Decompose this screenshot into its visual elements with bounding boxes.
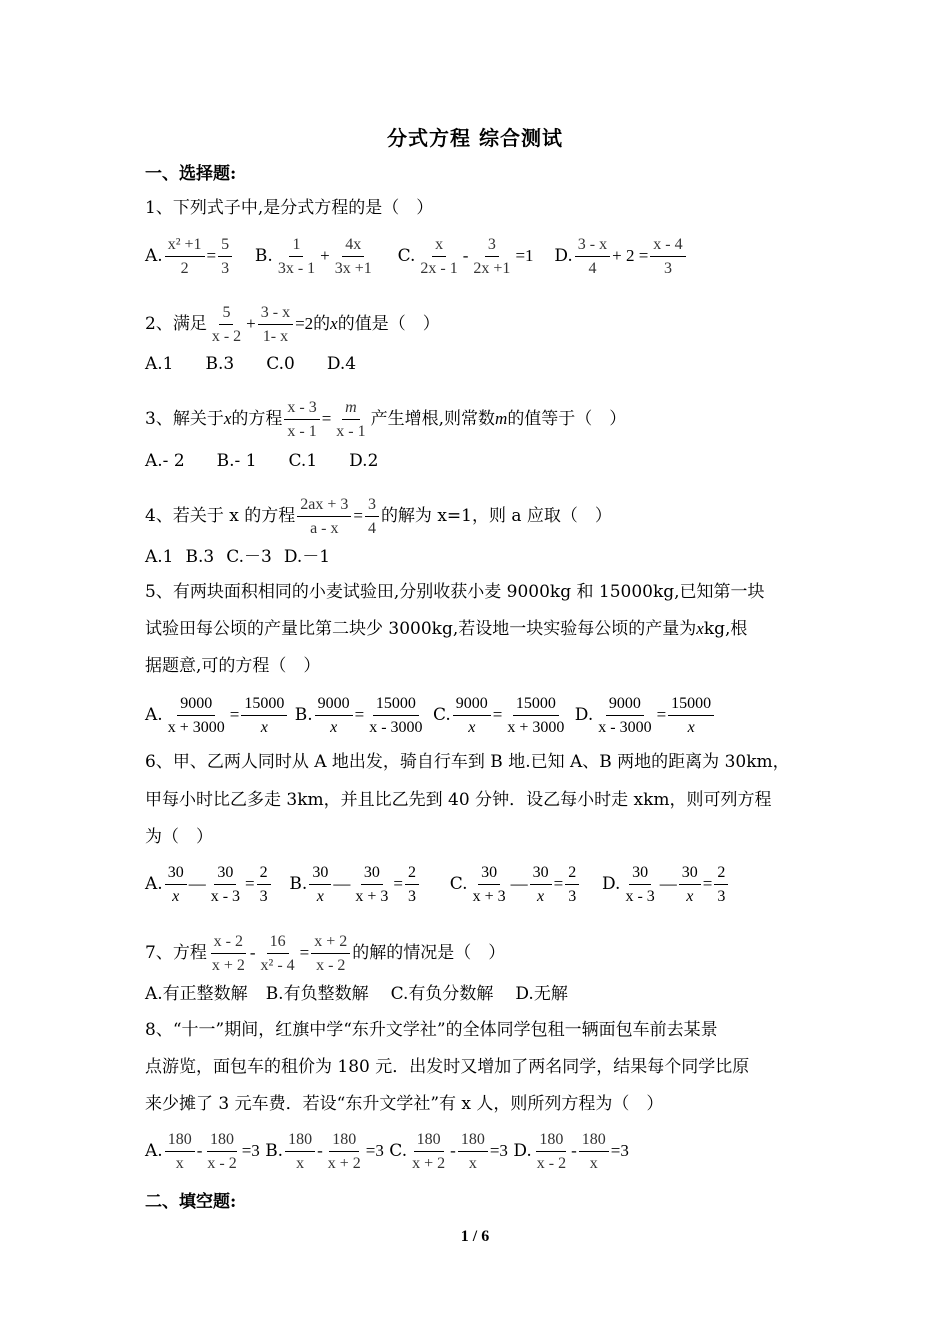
- question-4-options: A.1 B.3 C.－3 D.－1: [145, 547, 331, 567]
- fraction: $\frac{2}{3}$: [405, 862, 419, 907]
- question-5-line-1: 5、有两块面积相同的小麦试验田,分别收获小麦 9000kg 和 15000kg,已知第一块: [145, 582, 765, 602]
- fraction: $\frac{2}{3}$: [565, 862, 579, 907]
- fraction: $\frac{180}{x + 2}$: [412, 1131, 446, 1172]
- fraction: $\frac{180}{x + 2}$: [327, 1131, 361, 1172]
- question-6-line-2: 甲每小时比乙多走 3km，并且比乙先到 40 分钟．设乙每小时走 xkm，则可列方程: [145, 790, 772, 810]
- fraction: $\frac{x}{2x - 1}$: [420, 236, 458, 277]
- fraction: $\frac{3}{4}$: [365, 494, 379, 539]
- fraction: $\frac{30}{x - 3}$: [625, 864, 655, 905]
- fraction: $\frac{x - 3}{x - 1}$: [284, 397, 319, 442]
- question-2-options: A.1 B.3 C.0 D.4: [145, 354, 357, 374]
- question-6-options: A. $\frac{30}{x}$ — $\frac{30}{x - 3}$ = $\frac{2}{3}$ B. $\frac{30}{x}$ — $\frac{30}{x + 3}$ = $\frac{2}{3}$ C. $\frac{30}{x + 3}$ — $\frac{30}{x}$ = $\frac{2}{3}$ D. $\frac{30}{x - 3}$ — $\frac{30}{x}$ = $\frac{2}{3}$: [145, 862, 730, 907]
- fraction: $\frac{3 - x}{1- x}$: [258, 302, 293, 347]
- fraction: $\frac{15000}{x + 3000}$: [507, 695, 565, 736]
- fraction: $\frac{x - 2}{x + 2}$: [211, 933, 245, 974]
- fraction: $\frac{m}{x - 1}$: [336, 399, 366, 440]
- question-5-line-2: 试验田每公顷的产量比第二块少 3000kg,若设地一块实验每公顷的产量为xkg,根: [145, 619, 748, 639]
- fraction: $\frac{15000}{x}$: [668, 693, 714, 738]
- option-label: A.: [145, 246, 163, 266]
- fraction: $\frac{3 - x}{4}$: [575, 234, 610, 279]
- question-8-line-1: 8、“十一”期间，红旗中学“东升文学社”的全体同学包租一辆面包车前去某景: [145, 1020, 718, 1040]
- fraction: $\frac{30}{x - 3}$: [210, 864, 241, 905]
- fraction: $\frac{15000}{x - 3000}$: [369, 695, 423, 736]
- fraction: $\frac{180}{x}$: [165, 1129, 195, 1174]
- page-title: 分式方程 综合测试: [387, 126, 563, 150]
- fraction: $\frac{30}{x + 3}$: [472, 864, 506, 905]
- fraction: $\frac{2ax + 3}{a - x}$: [297, 494, 351, 539]
- option-label: D.: [554, 246, 573, 266]
- question-7-options: A.有正整数解 B.有负整数解 C.有负分数解 D.无解: [145, 984, 568, 1004]
- fraction: $\frac{30}{x + 3}$: [355, 864, 389, 905]
- page-number: 1 / 6: [460, 1228, 490, 1245]
- fraction: $\frac{180}{x - 2}$: [207, 1131, 237, 1172]
- fraction: $\frac{9000}{x}$: [315, 693, 353, 738]
- fraction: $\frac{\text{x² +1}}{2}$: [165, 234, 205, 279]
- section-fill-heading: 二、填空题:: [145, 1192, 237, 1212]
- fraction: $\frac{180}{x - 2}$: [536, 1131, 567, 1172]
- fraction: $\frac{180}{x}$: [579, 1129, 609, 1174]
- question-5-line-3: 据题意,可的方程（ ）: [145, 656, 321, 676]
- section-choice-heading: 一、选择题:: [145, 164, 237, 184]
- fraction: $\frac{180}{x}$: [458, 1129, 488, 1174]
- question-7-stem: 7、方程 $\frac{x - 2}{x + 2}$ - $\frac{16}{\text{x² - 4}}$ = $\frac{x + 2}{x - 2}$ 的解的情况是（ ）: [145, 933, 506, 974]
- fraction: $\frac{30}{x}$: [309, 862, 331, 907]
- fraction: $\frac{x - 4}{3}$: [650, 234, 685, 279]
- question-8-line-2: 点游览，面包车的租价为 180 元．出发时又增加了两名同学，结果每个同学比原: [145, 1057, 750, 1077]
- option-label: C.: [397, 246, 416, 266]
- question-6-line-3: 为（ ）: [145, 827, 213, 847]
- question-5-options: A. $\frac{9000}{x + 3000}$ = $\frac{15000}{x}$ B. $\frac{9000}{x}$ = $\frac{15000}{x - 3000}$ C. $\frac{9000}{x}$ = $\frac{15000}{x + 3000}$ D. $\frac{9000}{x - 3000}$ = $\frac{15000}{x}$: [145, 693, 716, 738]
- fraction: $\frac{5}{3}$: [218, 234, 232, 279]
- question-8-options: A. $\frac{180}{x}$ - $\frac{180}{x - 2}$ =3 B. $\frac{180}{x}$ - $\frac{180}{x + 2}$ =3 C. $\frac{180}{x + 2}$ - $\frac{180}{x}$ =3 D. $\frac{180}{x - 2}$ - $\frac{180}{x}$ =3: [145, 1131, 629, 1172]
- option-label: B.: [254, 246, 273, 266]
- question-1-stem: 1、下列式子中,是分式方程的是（ ）: [145, 198, 434, 218]
- fraction: $\frac{4x}{3x +1}$: [334, 236, 372, 277]
- fraction: $\frac{30}{x}$: [165, 862, 187, 907]
- fraction: $\frac{180}{x}$: [285, 1129, 315, 1174]
- fraction: $\frac{9000}{x - 3000}$: [598, 695, 652, 736]
- fraction: $\frac{2}{3}$: [714, 862, 728, 907]
- fraction: $\frac{9000}{x + 3000}$: [167, 695, 225, 736]
- fraction: $\frac{30}{x}$: [679, 862, 701, 907]
- question-1-options: A. $\frac{\text{x² +1}}{2}$ = $\frac{5}{3}$ B. $\frac{1}{3x - 1}$ + $\frac{4x}{3x +1}$ C. $\frac{x}{2x - 1}$ - $\frac{3}{2x +1}$ =1 D. $\frac{3 - x}{4}$ + 2 = $\frac{x - 4}{3}$: [145, 234, 688, 279]
- fraction: $\frac{5}{x - 2}$: [211, 304, 242, 345]
- fraction: $\frac{1}{3x - 1}$: [277, 236, 316, 277]
- fraction: $\frac{16}{\text{x² - 4}}$: [260, 933, 295, 974]
- question-4-stem: 4、若关于 x 的方程 $\frac{2ax + 3}{a - x}$ = $\frac{3}{4}$ 的解为 x=1，则 a 应取（ ）: [145, 496, 612, 537]
- fraction: $\frac{30}{x}$: [530, 862, 552, 907]
- fraction: $\frac{15000}{x}$: [241, 693, 287, 738]
- fraction: $\frac{2}{3}$: [257, 862, 271, 907]
- fraction: $\frac{9000}{x}$: [453, 693, 491, 738]
- question-3-stem: 3、解关于x的方程 $\frac{x - 3}{x - 1}$ = $\frac{m}{x - 1}$ 产生增根,则常数m的值等于（ ）: [145, 399, 627, 440]
- question-6-line-1: 6、甲、乙两人同时从 A 地出发，骑自行车到 B 地.已知 A、B 两地的距离为 30km，: [145, 752, 790, 772]
- question-8-line-3: 来少摊了 3 元车费．若设“东升文学社”有 x 人，则所列方程为（ ）: [145, 1094, 664, 1114]
- fraction: $\frac{x + 2}{x - 2}$: [311, 931, 350, 976]
- fraction: $\frac{3}{2x +1}$: [473, 236, 511, 277]
- question-2-stem: 2、满足 $\frac{5}{x - 2}$ + $\frac{3 - x}{1- x}$ =2的x的值是（ ）: [145, 304, 440, 345]
- question-3-options: A.- 2 B.- 1 C.1 D.2: [145, 451, 379, 471]
